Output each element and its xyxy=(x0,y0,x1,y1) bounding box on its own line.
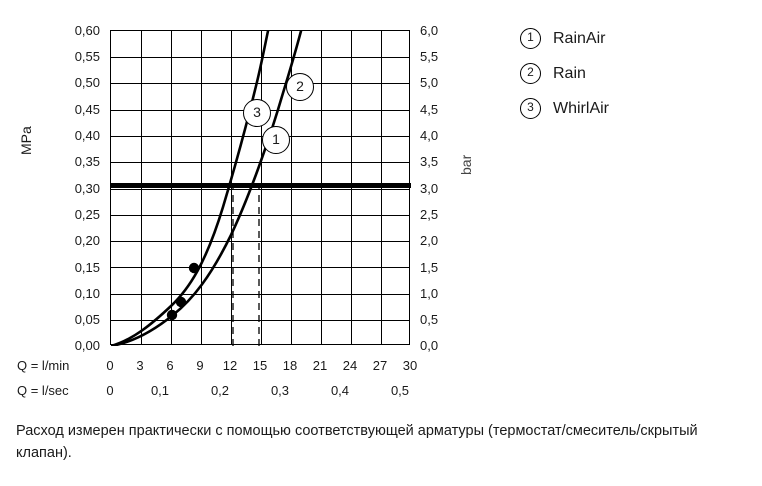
x-tick-lmin: 9 xyxy=(196,358,204,373)
x-tick-lsec: 0,1 xyxy=(150,383,170,398)
y-tick-left: 0,40 xyxy=(74,128,100,143)
x-tick-lmin: 0 xyxy=(106,358,114,373)
y-tick-left: 0,10 xyxy=(74,286,100,301)
y-tick-left: 0,05 xyxy=(74,312,100,327)
x-tick-lsec: 0,4 xyxy=(330,383,350,398)
x-axis-title-lmin: Q = l/min xyxy=(17,358,70,373)
y-tick-left: 0,15 xyxy=(74,260,100,275)
y-tick-right: 2,0 xyxy=(420,233,439,248)
reference-line-3bar xyxy=(110,183,411,188)
x-tick-lsec: 0,3 xyxy=(270,383,290,398)
x-tick-lmin: 27 xyxy=(372,358,388,373)
legend xyxy=(520,28,609,133)
y-axis-title-mpa: MPa xyxy=(18,126,34,155)
callout-1: 1 xyxy=(262,126,290,154)
y-tick-right: 6,0 xyxy=(420,23,439,38)
legend-label: Rain xyxy=(553,64,586,82)
y-tick-right: 2,5 xyxy=(420,207,439,222)
y-tick-right: 4,5 xyxy=(420,102,439,117)
y-tick-left: 0,30 xyxy=(74,181,100,196)
chart-caption: Расход измерен практически с помощью соответствующей арматуры (термостат/смеситель/скрытый клапан). xyxy=(16,423,698,462)
legend-marker-icon: 1 xyxy=(520,28,541,49)
data-point-marker xyxy=(176,297,186,307)
data-point-marker xyxy=(189,263,199,273)
y-tick-right: 0,0 xyxy=(420,338,439,353)
y-tick-right: 1,5 xyxy=(420,260,439,275)
x-tick-lmin: 15 xyxy=(252,358,268,373)
y-tick-left: 0,25 xyxy=(74,207,100,222)
x-axis-title-lsec: Q = l/sec xyxy=(17,383,69,398)
y-tick-left: 0,55 xyxy=(74,49,100,64)
x-tick-lsec: 0,5 xyxy=(390,383,410,398)
y-tick-right: 5,0 xyxy=(420,75,439,90)
x-tick-lmin: 30 xyxy=(402,358,418,373)
x-tick-lmin: 24 xyxy=(342,358,358,373)
y-tick-left: 0,45 xyxy=(74,102,100,117)
legend-item xyxy=(520,63,609,84)
y-tick-right: 0,5 xyxy=(420,312,439,327)
y-tick-right: 3,0 xyxy=(420,181,439,196)
legend-item xyxy=(520,28,609,49)
x-tick-lsec: 0,2 xyxy=(210,383,230,398)
x-tick-lmin: 6 xyxy=(166,358,174,373)
y-axis-title-bar: bar xyxy=(458,154,474,175)
y-tick-left: 0,00 xyxy=(74,338,100,353)
legend-marker-icon: 2 xyxy=(520,63,541,84)
y-tick-left: 0,20 xyxy=(74,233,100,248)
y-tick-right: 1,0 xyxy=(420,286,439,301)
legend-item xyxy=(520,98,609,119)
callout-2: 2 xyxy=(286,73,314,101)
x-tick-lmin: 3 xyxy=(136,358,144,373)
legend-label: WhirlAir xyxy=(553,99,609,117)
x-tick-lmin: 12 xyxy=(222,358,238,373)
y-tick-right: 4,0 xyxy=(420,128,439,143)
x-tick-lmin: 21 xyxy=(312,358,328,373)
data-point-marker xyxy=(167,310,177,320)
y-tick-right: 3,5 xyxy=(420,154,439,169)
callout-3: 3 xyxy=(243,99,271,127)
y-tick-left: 0,60 xyxy=(74,23,100,38)
x-tick-lsec: 0 xyxy=(106,383,114,398)
legend-marker-icon: 3 xyxy=(520,98,541,119)
y-tick-right: 5,5 xyxy=(420,49,439,64)
legend-label: RainAir xyxy=(553,29,606,47)
curves-svg xyxy=(111,31,411,346)
curve-rainair xyxy=(111,31,301,346)
y-tick-left: 0,50 xyxy=(74,75,100,90)
y-tick-left: 0,35 xyxy=(74,154,100,169)
x-tick-lmin: 18 xyxy=(282,358,298,373)
